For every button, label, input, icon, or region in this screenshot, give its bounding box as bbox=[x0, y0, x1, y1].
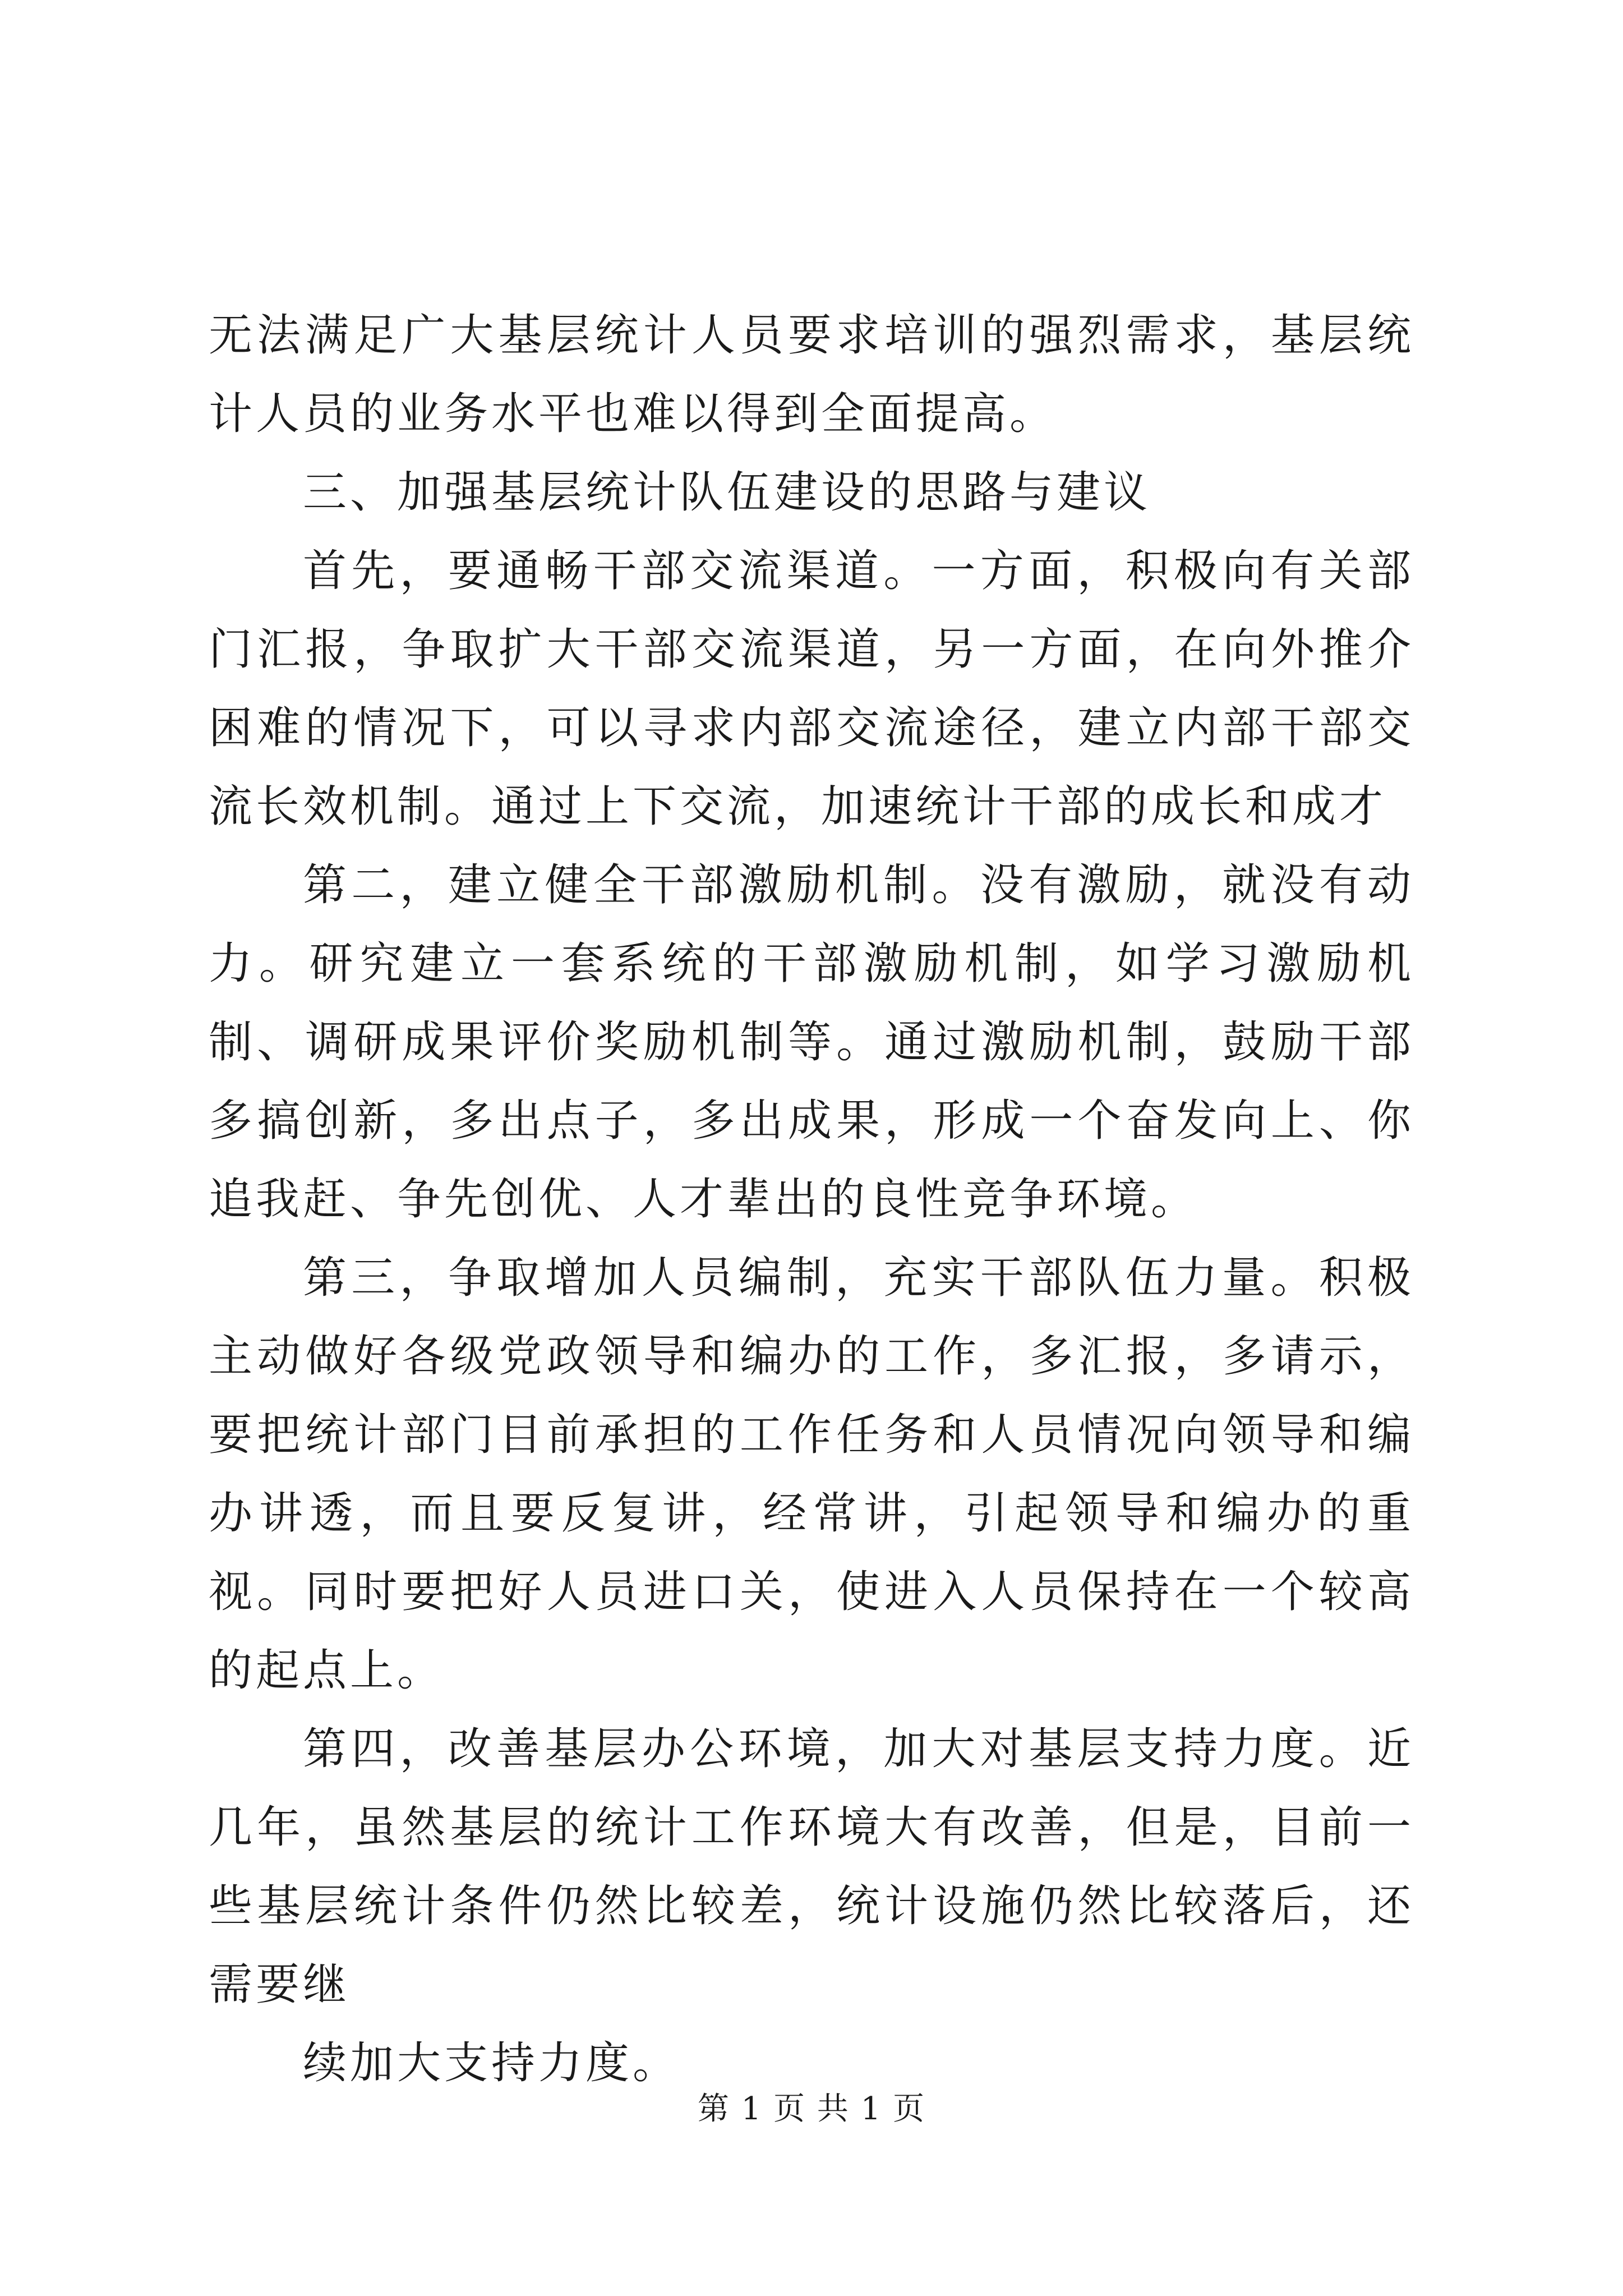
paragraph-fourth: 第四，改善基层办公环境，加大对基层支持力度。近几年，虽然基层的统计工作环境大有改善，但是，目前一些基层统计条件仍然比较差，统计设施仍然比较落后，还需要继 bbox=[209, 1724, 1414, 2010]
paragraph-second: 第二，建立健全干部激励机制。没有激励，就没有动力。研究建立一套系统的干部激励机制，如学习激励机制、调研成果评价奖励机制等。通过激励机制，鼓励干部多搞创新，多出点子，多出成果，形成一个奋发向上、你追我赶、争先创优、人才辈出的良性竞争环境。 bbox=[209, 860, 1414, 1225]
paragraph-first: 首先，要通畅干部交流渠道。一方面，积极向有关部门汇报，争取扩大干部交流渠道，另一方面，在向外推介困难的情况下，可以寻求内部交流途径，建立内部干部交流长效机制。通过上下交流，加速统计干部的成长和成才 bbox=[209, 546, 1414, 832]
paragraph-fourth-end: 续加大支持力度。 bbox=[303, 2038, 680, 2088]
section-heading: 三、加强基层统计队伍建设的思路与建议 bbox=[303, 467, 1151, 518]
paragraph-third: 第三，争取增加人员编制，充实干部队伍力量。积极主动做好各级党政领导和编办的工作，多汇报，多请示，要把统计部门目前承担的工作任务和人员情况向领导和编办讲透，而且要反复讲，经常讲，引起领导和编办的重视。同时要把好人员进口关，使进入人员保持在一个较高的起点上。 bbox=[209, 1253, 1414, 1696]
paragraph-continuation: 无法满足广大基层统计人员要求培训的强烈需求，基层统计人员的业务水平也难以得到全面提高。 bbox=[209, 310, 1414, 439]
page-footer: 第 1 页 共 1 页 bbox=[697, 2091, 926, 2127]
document-body bbox=[209, 296, 1414, 2102]
